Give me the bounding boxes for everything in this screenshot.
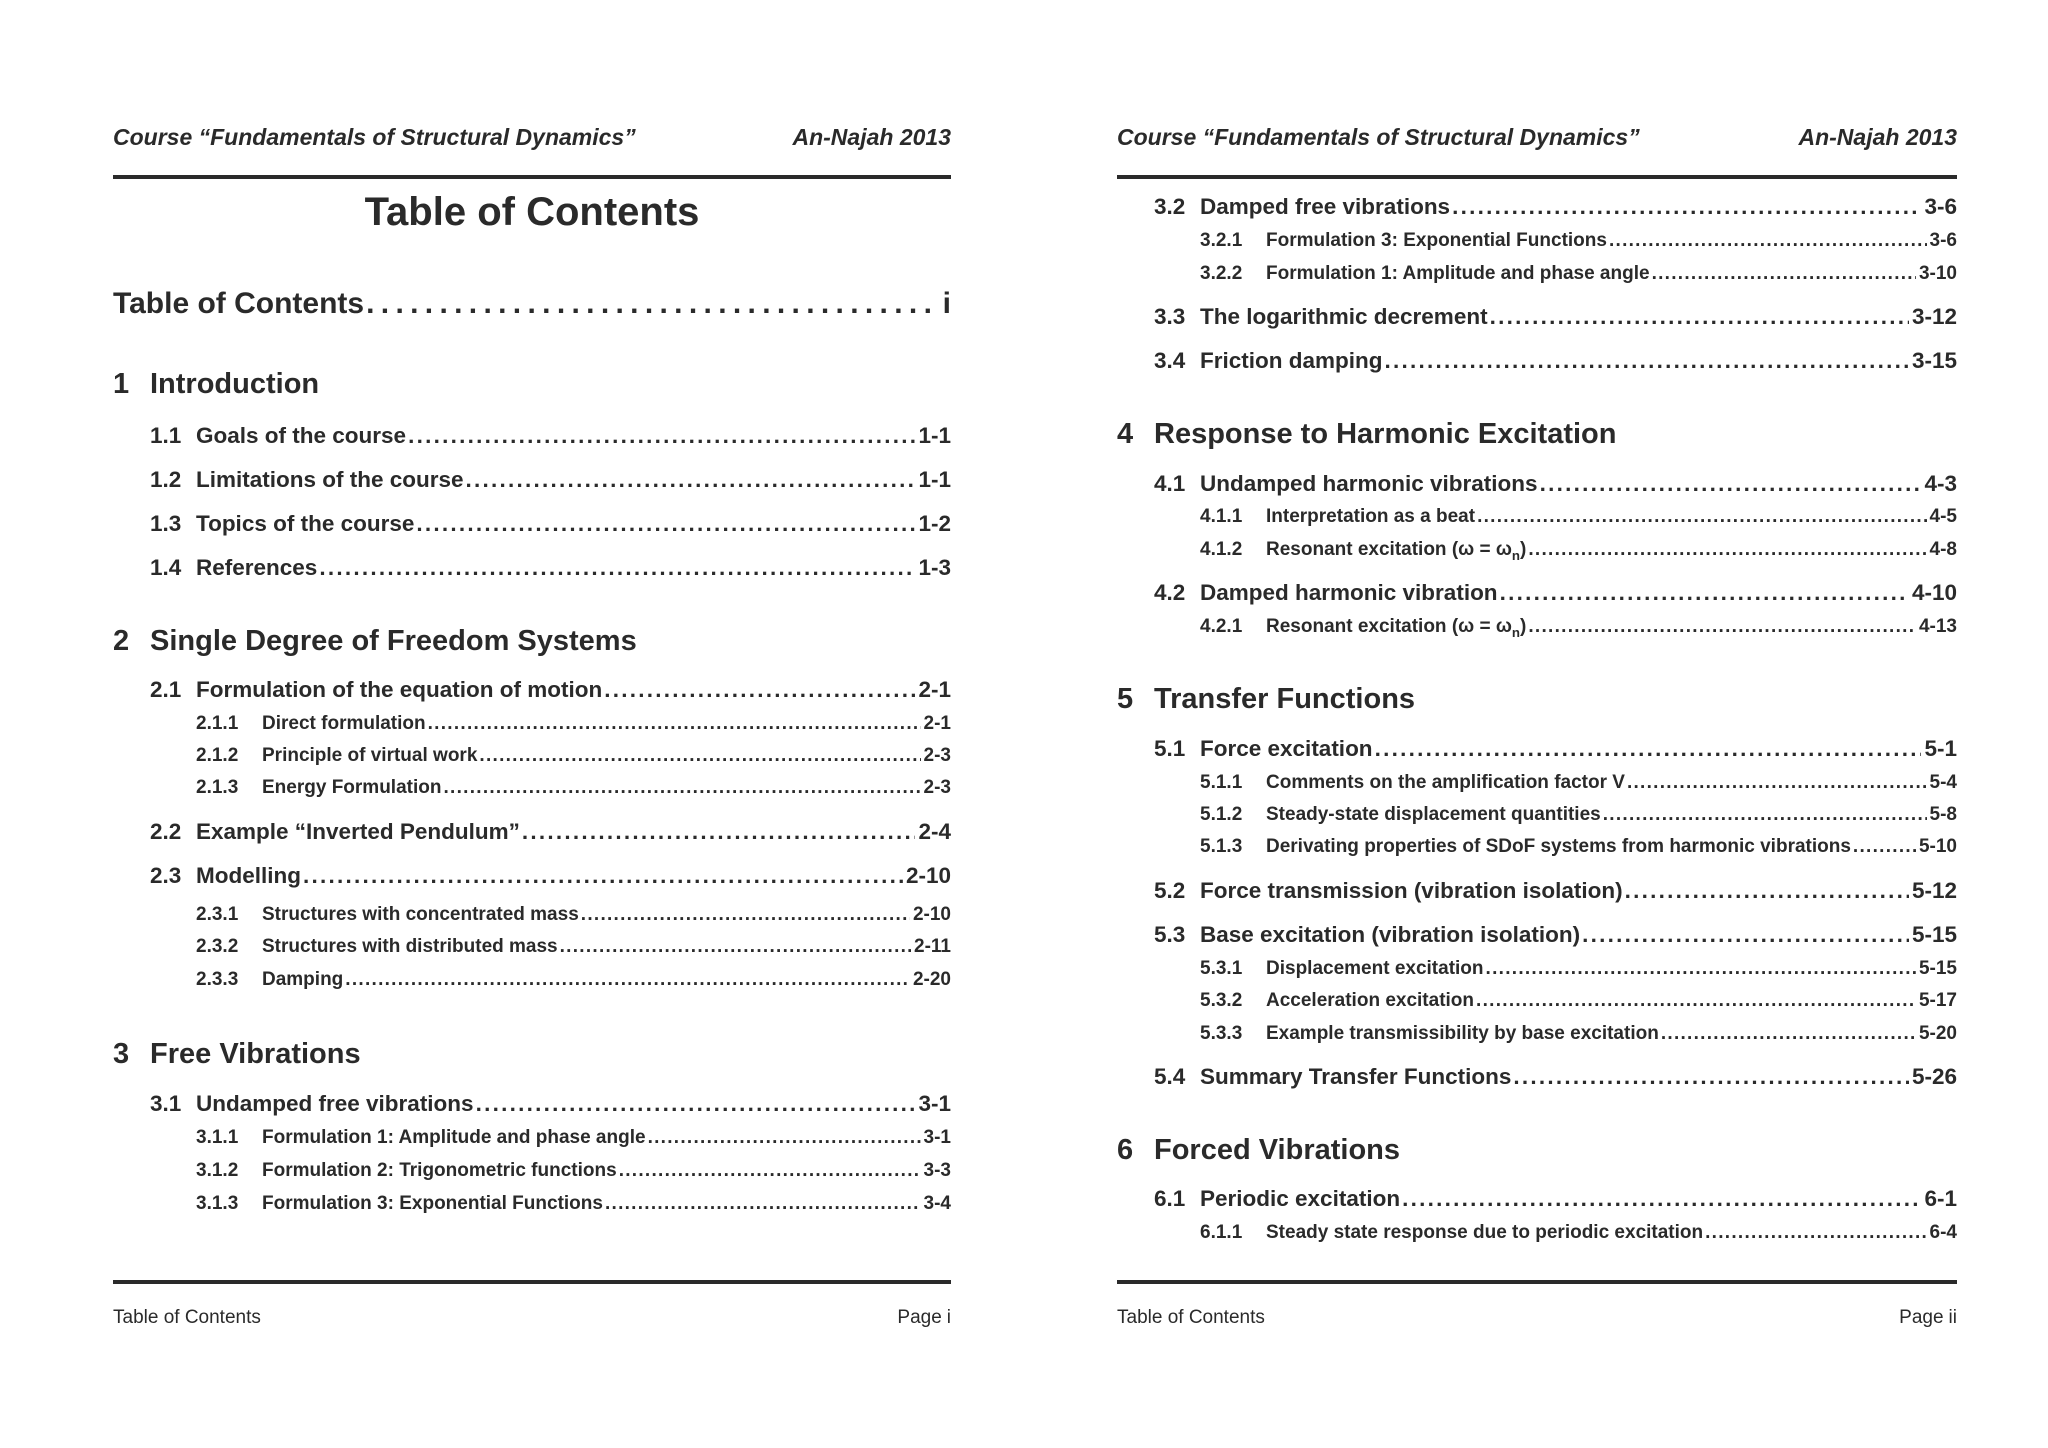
toc-entry-page: 3-1 (918, 1091, 951, 1116)
toc-chapter-entry[interactable] (1117, 1134, 1957, 1167)
toc-entry-page: 2-10 (912, 904, 951, 925)
toc-entry-page: 3-1 (923, 1127, 951, 1148)
toc-entry-number: 5.1 (1154, 736, 1186, 761)
toc-chapter-entry[interactable] (1117, 418, 1957, 451)
page-word: Page (1899, 1307, 1944, 1328)
dot-leader (1603, 804, 1927, 826)
toc-chapter-entry[interactable] (113, 1038, 951, 1071)
toc-entry-page: 5-15 (1911, 922, 1957, 947)
toc-entry-number: 3.2.2 (1200, 263, 1243, 284)
page-number (1899, 1307, 1957, 1329)
page-header (1117, 124, 1957, 158)
toc-entry-number: 3.1.2 (196, 1160, 239, 1181)
dot-leader (1490, 304, 1909, 330)
toc-entry-number: 1.2 (150, 467, 182, 492)
toc-entry-page: 3-3 (923, 1160, 951, 1181)
dot-leader (560, 936, 911, 958)
toc-entry-page: 4-13 (1918, 616, 1957, 637)
dot-leader (1652, 263, 1916, 285)
toc-entry[interactable] (150, 423, 951, 449)
toc-entry-title: Forced Vibrations (1154, 1134, 1401, 1166)
course-title: Course “Fundamentals of Structural Dynamics” (1117, 124, 1640, 150)
dot-leader (1528, 539, 1926, 561)
toc-entry[interactable] (150, 677, 951, 703)
toc-entry[interactable] (196, 936, 951, 958)
dot-leader (1853, 836, 1916, 858)
toc-entry-title: Interpretation as a beat (1266, 506, 1476, 527)
toc-entry[interactable] (1200, 616, 1957, 640)
toc-entry-title: Displacement excitation (1266, 958, 1484, 979)
toc-entry-title: Response to Harmonic Excitation (1154, 418, 1617, 450)
toc-entry-title: Formulation 3: Exponential Functions (1266, 230, 1607, 251)
toc-entry-page: 3-15 (1911, 348, 1957, 373)
toc-entry-number: 4.1.1 (1200, 506, 1243, 527)
toc-entry[interactable] (150, 511, 951, 537)
toc-entry[interactable] (1200, 804, 1957, 826)
course-title: Course “Fundamentals of Structural Dynamics” (113, 124, 636, 150)
toc-entry-title: Comments on the amplification factor V (1266, 772, 1625, 793)
toc-entry-title: Direct formulation (262, 713, 426, 734)
toc-entry-page: 6-4 (1929, 1222, 1957, 1243)
toc-entry-number: 4.2 (1154, 580, 1186, 605)
toc-entry-number: 2.1 (150, 677, 182, 702)
toc-entry-number: 3 (113, 1038, 130, 1070)
toc-entry[interactable] (1200, 230, 1957, 252)
toc-entry[interactable] (1200, 958, 1957, 980)
toc-entry-title: Damped harmonic vibration (1200, 580, 1498, 605)
page-number-value: ii (1948, 1307, 1957, 1328)
dot-leader (1625, 878, 1909, 904)
toc-entry-title: Single Degree of Freedom Systems (150, 625, 637, 657)
dot-leader (1385, 348, 1909, 374)
dot-leader (319, 555, 915, 581)
toc-entry-title: Damped free vibrations (1200, 194, 1451, 219)
toc-entry-title-tail: ) (1520, 539, 1527, 560)
dot-leader (1540, 471, 1922, 497)
toc-entry[interactable] (1200, 263, 1957, 285)
dot-leader (1486, 958, 1916, 980)
toc-entry-title: The logarithmic decrement (1200, 304, 1488, 329)
dot-leader (428, 713, 921, 735)
toc-entry-page: 5-8 (1929, 804, 1957, 825)
dot-leader (476, 1091, 916, 1117)
dot-leader (345, 969, 910, 991)
toc-entry-title: Formulation 1: Amplitude and phase angle (262, 1127, 646, 1148)
toc-entry[interactable] (1200, 1023, 1957, 1045)
toc-entry-number: 3.4 (1154, 348, 1186, 373)
toc-entry-title: Acceleration excitation (1266, 990, 1475, 1011)
dot-leader (1500, 580, 1909, 606)
dot-leader (443, 777, 920, 799)
toc-entry-title: Goals of the course (196, 423, 407, 448)
toc-entry[interactable] (1200, 539, 1957, 563)
toc-entry-title: Force excitation (1200, 736, 1373, 761)
dot-leader (648, 1127, 921, 1149)
toc-entry-title: Formulation 3: Exponential Functions (262, 1193, 603, 1214)
institution-year: An-Najah 2013 (1798, 124, 1957, 150)
page-word: Page (897, 1307, 942, 1328)
toc-entry-title: Derivating properties of SDoF systems from harmonic vibrations (1266, 836, 1851, 857)
toc-entry-title: Principle of virtual work (262, 745, 478, 766)
dot-leader (522, 819, 916, 845)
toc-entry-page: 2-1 (923, 713, 951, 734)
toc-entry-title: Structures with concentrated mass (262, 904, 579, 925)
toc-entry[interactable] (1200, 772, 1957, 794)
toc-entry-page: 5-1 (1924, 736, 1957, 761)
page-header (113, 124, 951, 158)
toc-entry-page: 2-4 (918, 819, 951, 844)
dot-leader (1705, 1222, 1926, 1244)
toc-entry-title: Structures with distributed mass (262, 936, 558, 957)
page-number-value: i (946, 1307, 951, 1328)
footer-rule (1117, 1280, 1957, 1284)
dot-leader (605, 1193, 921, 1215)
toc-entry-title: Summary Transfer Functions (1200, 1064, 1512, 1089)
toc-entry[interactable] (1154, 304, 1957, 330)
toc-entry-number: 3.2.1 (1200, 230, 1243, 251)
toc-entry-page: 2-11 (914, 936, 951, 957)
toc-entry[interactable] (196, 1127, 951, 1149)
toc-entry[interactable] (1154, 922, 1957, 948)
toc-entry-title: Formulation of the equation of motion (196, 677, 603, 702)
toc-entry-title: Example transmissibility by base excitation (1266, 1023, 1659, 1044)
toc-entry-number: 5.1.1 (1200, 772, 1243, 793)
toc-entry-number: 4.1.2 (1200, 539, 1243, 560)
toc-entry-page: 1-1 (918, 467, 951, 492)
toc-entry-title: Limitations of the course (196, 467, 464, 492)
page-right (1117, 0, 1957, 1448)
toc-entry-page: 5-12 (1911, 878, 1957, 903)
toc-entry[interactable] (150, 555, 951, 581)
toc-entry[interactable] (1200, 1222, 1957, 1244)
toc-chapter-entry[interactable] (113, 368, 951, 401)
toc-entry-title: Friction damping (1200, 348, 1383, 373)
toc-entry[interactable] (1200, 506, 1957, 528)
toc-chapter-entry[interactable] (113, 625, 951, 658)
toc-entry-number: 5.1.2 (1200, 804, 1243, 825)
toc-entry[interactable] (150, 863, 951, 889)
toc-entry-page: 2-3 (923, 745, 951, 766)
toc-entry[interactable] (196, 969, 951, 991)
footer-rule (113, 1280, 951, 1284)
toc-entry-title: References (196, 555, 318, 580)
toc-entry-page: 2-20 (912, 969, 951, 990)
toc-entry-number: 3.2 (1154, 194, 1186, 219)
toc-entry-title: Example “Inverted Pendulum” (196, 819, 520, 844)
toc-entry-page: 3-10 (1918, 263, 1957, 284)
toc-entry[interactable] (150, 1091, 951, 1117)
toc-entry-page: 4-5 (1929, 506, 1957, 527)
footer-label: Table of Contents (1117, 1307, 1265, 1328)
toc-entry-title: Periodic excitation (1200, 1186, 1401, 1211)
toc-entry-title: Introduction (150, 368, 320, 400)
toc-entry[interactable] (150, 467, 951, 493)
toc-entry-number: 2.3 (150, 863, 182, 888)
toc-entry-title: Table of Contents (113, 287, 365, 320)
dot-leader (1452, 194, 1921, 220)
toc-entry-page: 2-10 (905, 863, 951, 888)
toc-entry-page: 1-3 (918, 555, 951, 580)
toc-entry-page: 3-12 (1911, 304, 1957, 329)
toc-entry-page: 2-3 (923, 777, 951, 798)
toc-entry-number: 3.1 (150, 1091, 182, 1116)
dot-leader (1627, 772, 1927, 794)
toc-entry-number: 5.3.3 (1200, 1023, 1243, 1044)
toc-entry-page: 3-4 (923, 1193, 951, 1214)
dot-leader (1609, 230, 1927, 252)
toc-entry-number: 4 (1117, 418, 1134, 450)
dot-leader (1513, 1064, 1909, 1090)
toc-entry-title: Formulation 2: Trigonometric functions (262, 1160, 617, 1181)
dot-leader (619, 1160, 921, 1182)
toc-entry[interactable] (1154, 736, 1957, 762)
toc-entry-number: 6.1 (1154, 1186, 1186, 1211)
dot-leader (1477, 506, 1926, 528)
dot-leader (1375, 736, 1922, 762)
toc-entry-title: Free Vibrations (150, 1038, 361, 1070)
dot-leader (581, 904, 910, 926)
toc-entry-page: 3-6 (1929, 230, 1957, 251)
toc-entry-page: 5-17 (1918, 990, 1957, 1011)
toc-entry-title: Topics of the course (196, 511, 415, 536)
toc-entry-number: 5.3.2 (1200, 990, 1243, 1011)
toc-entry-title: Steady state response due to periodic excitation (1266, 1222, 1704, 1243)
institution-year: An-Najah 2013 (792, 124, 951, 150)
toc-entry[interactable] (196, 745, 951, 767)
toc-entry-page: 5-26 (1911, 1064, 1957, 1089)
dot-leader (1582, 922, 1909, 948)
dot-leader (479, 745, 920, 767)
toc-entry-title: Undamped free vibrations (196, 1091, 474, 1116)
toc-entry-page: i (942, 287, 951, 320)
toc-entry[interactable] (196, 777, 951, 799)
dot-leader (466, 467, 916, 493)
toc-entry-title-tail: ) (1520, 616, 1527, 637)
toc-entry-title: Damping (262, 969, 344, 990)
toc-entry[interactable] (1154, 580, 1957, 606)
toc-entry-title: Modelling (196, 863, 301, 888)
toc-entry[interactable] (1154, 1064, 1957, 1090)
toc-entry-number: 6 (1117, 1134, 1134, 1166)
toc-entry-title: Resonant excitation $(\omega = \omega_n)$ (1266, 539, 1527, 563)
dot-leader (303, 863, 903, 889)
toc-entry-title: Energy Formulation (262, 777, 442, 798)
dot-leader (1402, 1186, 1921, 1212)
toc-entry-page: 1-2 (918, 511, 951, 536)
page-number (897, 1307, 951, 1329)
toc-entry[interactable] (1154, 471, 1957, 497)
toc-entry-number: 2.3.1 (196, 904, 239, 925)
toc-entry-number: 5.3 (1154, 922, 1186, 947)
toc-entry[interactable] (1154, 194, 1957, 220)
toc-entry-number: 2 (113, 625, 130, 657)
toc-entry[interactable] (196, 1193, 951, 1215)
toc-entry-number: 1.4 (150, 555, 182, 580)
dot-leader (408, 423, 915, 449)
toc-entry[interactable] (196, 713, 951, 735)
toc-entry-page: 5-15 (1918, 958, 1957, 979)
toc-entry-number: 1.3 (150, 511, 182, 536)
toc-entry-number: 3.1.3 (196, 1193, 239, 1214)
toc-entry-page: 5-10 (1918, 836, 1957, 857)
toc-entry-title: Transfer Functions (1154, 683, 1416, 715)
toc-entry[interactable] (1200, 836, 1957, 858)
toc-entry-number: 5.1.3 (1200, 836, 1243, 857)
toc-entry-page: 6-1 (1924, 1186, 1957, 1211)
dot-leader (1476, 990, 1916, 1012)
toc-entry-number: 3.3 (1154, 304, 1186, 329)
toc-entry-number: 3.1.1 (196, 1127, 239, 1148)
toc-entry-number: 5 (1117, 683, 1134, 715)
toc-entry-number: 5.4 (1154, 1064, 1186, 1089)
page-left (113, 0, 951, 1448)
toc-entry-page: 4-8 (1929, 539, 1957, 560)
toc-entry-page: 3-6 (1924, 194, 1957, 219)
toc-entry[interactable] (1154, 878, 1957, 904)
toc-entry-number: 5.3.1 (1200, 958, 1243, 979)
toc-entry[interactable] (196, 1160, 951, 1182)
toc-entry-title: Resonant excitation $(\omega = \omega_n)$ (1266, 616, 1527, 640)
toc-entry-number: 1.1 (150, 423, 182, 448)
toc-entry-number: 2.2 (150, 819, 182, 844)
toc-chapter-entry[interactable] (1117, 683, 1957, 716)
toc-entry-title: Base excitation (vibration isolation) (1200, 922, 1581, 947)
dot-leader (366, 287, 940, 321)
toc-entry-page: 1-1 (918, 423, 951, 448)
toc-entry[interactable] (150, 819, 951, 845)
toc-entry-number: 2.1.1 (196, 713, 239, 734)
footer-label: Table of Contents (113, 1307, 261, 1328)
dot-leader (416, 511, 915, 537)
toc-entry[interactable] (196, 904, 951, 926)
toc-entry-page: 4-10 (1911, 580, 1957, 605)
toc-entry-title: Undamped harmonic vibrations (1200, 471, 1538, 496)
toc-entry-number: 4.1 (1154, 471, 1186, 496)
toc-entry-page: 5-4 (1929, 772, 1957, 793)
dot-leader (604, 677, 915, 703)
toc-entry-page: 5-20 (1918, 1023, 1957, 1044)
toc-entry-page: 4-3 (1924, 471, 1957, 496)
toc-entry-title: Steady-state displacement quantities (1266, 804, 1601, 825)
header-rule (113, 175, 951, 179)
toc-entry-number: 1 (113, 368, 130, 400)
dot-leader (1528, 616, 1916, 638)
subscript: n (1511, 624, 1521, 640)
toc-entry[interactable] (113, 287, 951, 321)
toc-entry-number: 2.1.2 (196, 745, 239, 766)
toc-entry-number: 5.2 (1154, 878, 1186, 903)
toc-entry-title: Formulation 1: Amplitude and phase angle (1266, 263, 1650, 284)
toc-entry-number: 4.2.1 (1200, 616, 1243, 637)
toc-entry-number: 2.3.3 (196, 969, 239, 990)
toc-entry-number: 6.1.1 (1200, 1222, 1243, 1243)
toc-entry[interactable] (1200, 990, 1957, 1012)
toc-entry[interactable] (1154, 348, 1957, 374)
dot-leader (1661, 1023, 1916, 1045)
toc-entry-title: Force transmission (vibration isolation) (1200, 878, 1623, 903)
header-rule (1117, 175, 1957, 179)
page-title: Table of Contents (364, 190, 700, 234)
toc-entry-number: 2.3.2 (196, 936, 239, 957)
toc-entry[interactable] (1154, 1186, 1957, 1212)
toc-entry-page: 2-1 (918, 677, 951, 702)
toc-entry-number: 2.1.3 (196, 777, 239, 798)
subscript: n (1511, 547, 1521, 563)
